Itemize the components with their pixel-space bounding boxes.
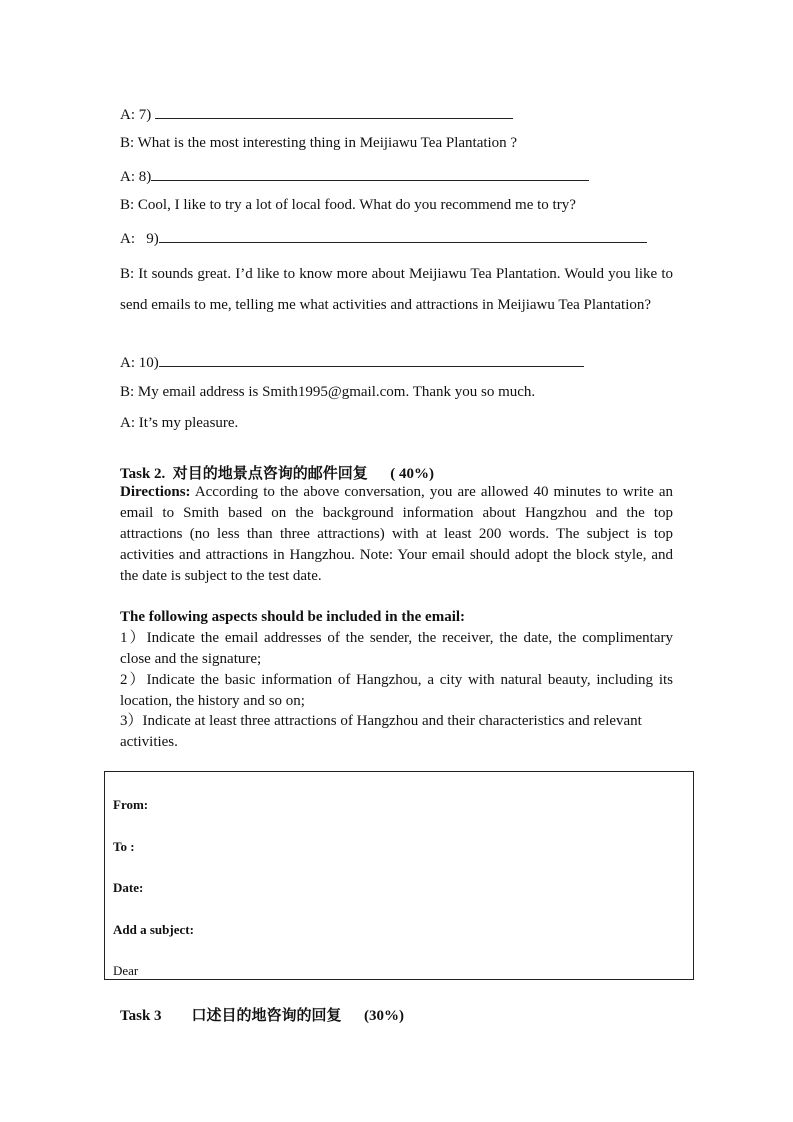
dialogue-line-a-final: A: It’s my pleasure. bbox=[120, 415, 239, 431]
email-answer-box[interactable] bbox=[104, 771, 694, 980]
task3-title: Task 3 口述目的地咨询的回复 (30%) bbox=[120, 1008, 405, 1024]
answer-blank-8[interactable] bbox=[151, 166, 589, 181]
aspects-heading: The following aspects should be included in the email: bbox=[120, 609, 466, 625]
aspect-item-3: 3）Indicate at least three attractions of Hangzhou and their characteristics and relevant activities. bbox=[120, 713, 642, 750]
email-greeting: Dear bbox=[113, 963, 139, 978]
answer-blank-9[interactable] bbox=[159, 228, 647, 243]
directions-text: According to the above conversation, you are allowed 40 minutes to write an email to Smith based on the background information about Hangzhou and the top attractions (no less than three attractions) with at least 200 words. The subject is top activities and attractions in Hangzhou. Note: Your email should adopt the block style, and the date is subject to the test date. bbox=[120, 484, 673, 584]
answer-blank-7[interactable] bbox=[155, 104, 513, 119]
email-date-label: Date: bbox=[113, 880, 144, 895]
dialogue-line-8: A: 8) bbox=[120, 166, 589, 186]
dialogue-line-10: A: 10) bbox=[120, 352, 584, 372]
dialogue-line-b3: B: It sounds great. I’d like to know more about Meijiawu Tea Plantation. Would you like to send emails to me, telling me what activities and attractions in Meijiawu Tea Plantation? bbox=[120, 266, 673, 313]
dialogue-line-9: A: 9) bbox=[120, 228, 647, 248]
aspect-item-1: 1）Indicate the email addresses of the sender, the receiver, the date, the complimentary close and the signature; bbox=[120, 630, 673, 667]
dialogue-line-b1: B: What is the most interesting thing in Meijiawu Tea Plantation ? bbox=[120, 135, 518, 151]
dialogue-line-b2: B: Cool, I like to try a lot of local food. What do you recommend me to try? bbox=[120, 197, 576, 213]
dialogue-line-7: A: 7) bbox=[120, 104, 513, 124]
task2-directions bbox=[120, 482, 673, 587]
email-to-label: To : bbox=[113, 839, 135, 854]
answer-blank-10[interactable] bbox=[159, 352, 584, 367]
dialogue-line-b4: B: My email address is Smith1995@gmail.com. Thank you so much. bbox=[120, 384, 536, 400]
directions-label: Directions: bbox=[120, 484, 191, 500]
aspect-item-2: 2）Indicate the basic information of Hangzhou, a city with natural beauty, including its location, the history and so on; bbox=[120, 672, 673, 709]
task2-title: Task 2. 对目的地景点咨询的邮件回复 ( 40%) bbox=[120, 466, 435, 482]
email-subject-label: Add a subject: bbox=[113, 922, 194, 937]
email-from-label: From: bbox=[113, 797, 149, 812]
